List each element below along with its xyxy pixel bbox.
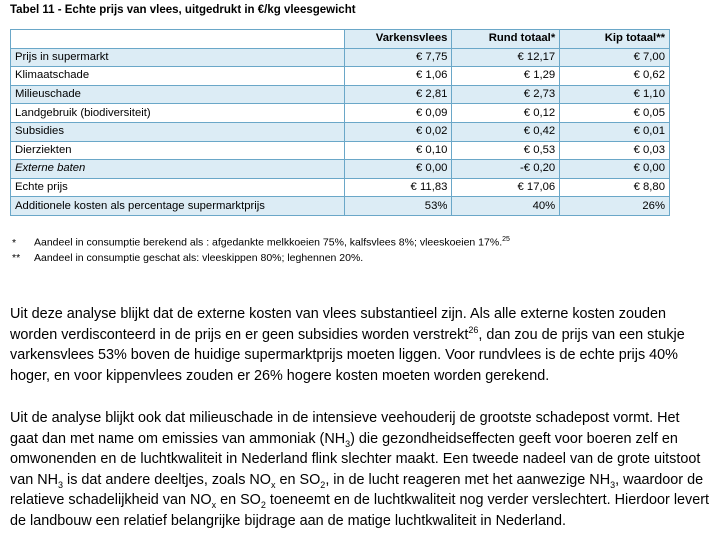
row-label: Subsidies bbox=[11, 122, 345, 141]
cell-kip-totaal: 26% bbox=[560, 197, 670, 216]
footnote-2 bbox=[12, 252, 363, 265]
row-label: Additionele kosten als percentage supermarktprijs bbox=[11, 197, 345, 216]
cell-varkensvlees: € 0,10 bbox=[344, 141, 452, 160]
p2-sub-1: 3 bbox=[345, 438, 351, 449]
cell-kip-totaal: € 1,10 bbox=[560, 85, 670, 104]
p2-text-8: toeneemt en de luchtkwaliteit nog verder verslechtert. Hierdoor levert de landbouw een relatief belangrijke bijdrage aan de matige luchtkwaliteit in Nederland. bbox=[10, 492, 710, 529]
footnote-ref-26: 26 bbox=[468, 324, 479, 335]
table-header-row bbox=[11, 30, 670, 49]
header-rund-totaal: Rund totaal* bbox=[452, 30, 560, 49]
cell-rund-totaal: 40% bbox=[452, 197, 560, 216]
footnote-1-text: Aandeel in consumptie berekend als : afgedankte melkkoeien 75%, kalfsvlees 8%; vleeskoeien 17%. bbox=[34, 236, 503, 249]
row-label: Milieuschade bbox=[11, 85, 345, 104]
cell-varkensvlees: € 0,02 bbox=[344, 122, 452, 141]
row-label: Dierziekten bbox=[11, 141, 345, 160]
table-row bbox=[11, 160, 670, 179]
p2-sub-2: 3 bbox=[58, 479, 64, 490]
cell-kip-totaal: € 8,80 bbox=[560, 178, 670, 197]
table-row bbox=[11, 122, 670, 141]
cell-varkensvlees: € 7,75 bbox=[344, 48, 452, 67]
p2-sub-7: 2 bbox=[260, 499, 266, 510]
cell-varkensvlees: € 0,00 bbox=[344, 160, 452, 179]
cell-kip-totaal: € 0,62 bbox=[560, 67, 670, 86]
cell-rund-totaal: € 0,42 bbox=[452, 122, 560, 141]
p2-sub-3: x bbox=[271, 479, 276, 490]
footnote-1-mark: * bbox=[12, 236, 17, 249]
table-row bbox=[11, 67, 670, 86]
table-row bbox=[11, 104, 670, 123]
p2-text-3: is dat andere deeltjes, zoals NO bbox=[63, 471, 271, 488]
footnote-1 bbox=[12, 233, 510, 250]
p2-text-1: Uit de analyse blijkt ook dat milieuschade in de intensieve veehouderij de grootste schadepost vormt. Het gaat dan met name om emissies van ammoniak (NH bbox=[10, 410, 680, 447]
cell-rund-totaal: € 1,29 bbox=[452, 67, 560, 86]
cell-rund-totaal: € 0,53 bbox=[452, 141, 560, 160]
row-label: Prijs in supermarkt bbox=[11, 48, 345, 67]
cell-varkensvlees: € 1,06 bbox=[344, 67, 452, 86]
p2-text-6: , waardoor de relatieve schadelijkheid van NO bbox=[10, 471, 704, 508]
table-row bbox=[11, 141, 670, 160]
row-label: Externe baten bbox=[11, 160, 345, 179]
cell-rund-totaal: € 17,06 bbox=[452, 178, 560, 197]
paragraph-1-part-1: Uit deze analyse blijkt dat de externe kosten van vlees substantieel zijn. Als alle externe kosten zouden worden verdisconteerd in de prijs en er geen subsidies worden verstrekt bbox=[10, 306, 666, 343]
cell-rund-totaal: -€ 0,20 bbox=[452, 160, 560, 179]
footnote-1-ref: 25 bbox=[502, 236, 510, 243]
cell-varkensvlees: € 0,09 bbox=[344, 104, 452, 123]
table-row bbox=[11, 178, 670, 197]
p2-text-5: , in de lucht reageren met het aanwezige NH bbox=[325, 471, 611, 488]
table-row bbox=[11, 85, 670, 104]
cell-kip-totaal: € 0,00 bbox=[560, 160, 670, 179]
footnote-2-mark: ** bbox=[12, 252, 21, 264]
footnote-2-text: Aandeel in consumptie geschat als: vleeskippen 80%; leghennen 20%. bbox=[34, 252, 364, 264]
row-label: Klimaatschade bbox=[11, 67, 345, 86]
cell-kip-totaal: € 0,05 bbox=[560, 104, 670, 123]
header-varkensvlees: Varkensvlees bbox=[344, 30, 452, 49]
p2-text-7: en SO bbox=[216, 492, 261, 508]
header-kip-totaal: Kip totaal** bbox=[560, 30, 670, 49]
row-label: Landgebruik (biodiversiteit) bbox=[11, 104, 345, 123]
cell-varkensvlees: 53% bbox=[344, 197, 452, 216]
paragraph-1-part-2: , dan zou de prijs van een stukje varkensvlees 53% boven de huidige supermarktprijs moeten liggen. Voor rundvlees is de echte prijs 40% hoger, en voor kippenvlees zouden er 26% hogere kosten moeten worden gerekend. bbox=[10, 326, 685, 384]
cell-kip-totaal: € 0,03 bbox=[560, 141, 670, 160]
paragraph-milieuschade bbox=[10, 408, 710, 531]
p2-text-4: en SO bbox=[275, 471, 321, 488]
p2-sub-4: 2 bbox=[320, 479, 326, 490]
table-row bbox=[11, 48, 670, 67]
header-empty-cell bbox=[11, 30, 345, 49]
cell-varkensvlees: € 2,81 bbox=[344, 85, 452, 104]
table-caption: Tabel 11 - Echte prijs van vlees, uitgedrukt in €/kg vleesgewicht bbox=[10, 4, 356, 16]
paragraph-analysis bbox=[10, 304, 710, 386]
cell-rund-totaal: € 2,73 bbox=[452, 85, 560, 104]
cell-kip-totaal: € 0,01 bbox=[560, 122, 670, 141]
cell-varkensvlees: € 11,83 bbox=[344, 178, 452, 197]
price-table bbox=[10, 29, 670, 216]
cell-rund-totaal: € 0,12 bbox=[452, 104, 560, 123]
cell-kip-totaal: € 7,00 bbox=[560, 48, 670, 67]
row-label: Echte prijs bbox=[11, 178, 345, 197]
p2-sub-5: 3 bbox=[610, 479, 616, 490]
p2-sub-6: x bbox=[211, 499, 217, 510]
p2-text-2: ) die gezondheidseffecten geeft voor boeren zelf en omwonenden en de luchtkwaliteit in Nederland flink slechter maakt. Een tweede nadeel van de grote uitstoot van NH bbox=[10, 430, 701, 488]
table-row bbox=[11, 197, 670, 216]
cell-rund-totaal: € 12,17 bbox=[452, 48, 560, 67]
